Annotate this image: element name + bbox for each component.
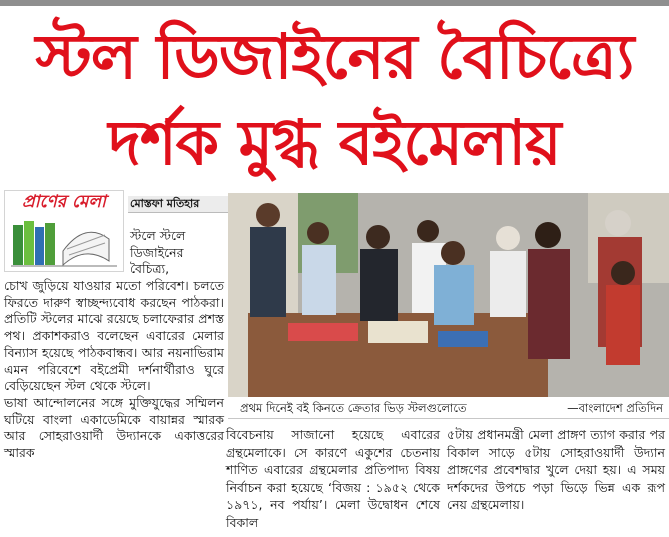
column-2-text: বিবেচনায় সাজানো হয়েছে এবারের গ্রন্থমেলাকে। সে কারণে একুশের চেতনায় শাণিত এবারের গ্রন্থমেলার প্রতিপাদ্য বিষয় নির্বাচন করা হয়েছে ‘বিজয় : ১৯৫২ থেকে ১৯৭১, নব পর্যায়’। মেলা উদ্বোধন শেষে বিকাল [226, 427, 440, 530]
section-logo-text: প্রাণের মেলা [22, 192, 106, 212]
article-column-3 [447, 426, 665, 514]
news-photo [228, 193, 669, 397]
photo-caption-bar [228, 398, 669, 419]
article-column-1 [4, 228, 224, 462]
headline-line-1: স্টল ডিজাইনের বৈচিত্র্যে [35, 20, 634, 93]
photo-caption: প্রথম দিনেই বই কিনতে ক্রেতার ভিড় স্টলগুলোতে [240, 401, 467, 415]
paragraph-1: চোখ জুড়িয়ে যাওয়ার মতো পরিবেশ। চলতে ফিরতে দারুণ স্বাচ্ছন্দ্যবোধ করছেন পাঠকরা। প্রতিটি স্টলের মাঝে রয়েছে চলাফেরার প্রশস্ত পথ। প্রকাশকরাও বলেছেন এবারের মেলার বিন্যাস হয়েছে পাঠকবান্ধব। আর নয়নাভিরাম এমন পরিবেশে বইপ্রেমী দর্শনার্থীরাও ঘুরে বেড়িয়েছেন স্টল থেকে স্টলে। [4, 278, 224, 394]
crowd-at-book-stall-image [228, 193, 669, 397]
article-column-2 [226, 426, 440, 532]
headline-line-2: দর্শক মুগ্ধ বইমেলায় [108, 106, 561, 179]
paragraph-2: ভাষা আন্দোলনের সঙ্গে মুক্তিযুদ্ধের সম্মিলন ঘটিয়ে বাংলা একাডেমিকে বায়ান্নর স্মারক আর সোহরাওয়ার্দী উদ্যানকে একাত্তরের স্মারক [4, 394, 224, 461]
top-rule [0, 0, 669, 6]
intro-text: স্টলে স্টলে ডিজাইনের বৈচিত্র্য, [130, 228, 186, 277]
column-3-text: ৫টায় প্রধানমন্ত্রী মেলা প্রাঙ্গণ ত্যাগ করার পর বিকাল সাড়ে ৫টায় সোহরাওয়ার্দী উদ্যান প্রাঙ্গণের প্রবেশদ্বার খুলে দেয়া হয়। এ সময় দর্শকদের উপচে পড়া ভিড়ে ভিন্ন এক রূপ নেয় গ্রন্থমেলায়। [447, 427, 665, 513]
byline: মোস্তফা মতিহার [128, 196, 228, 213]
photo-credit: —বাংলাদেশ প্রতিদিন [567, 401, 663, 415]
